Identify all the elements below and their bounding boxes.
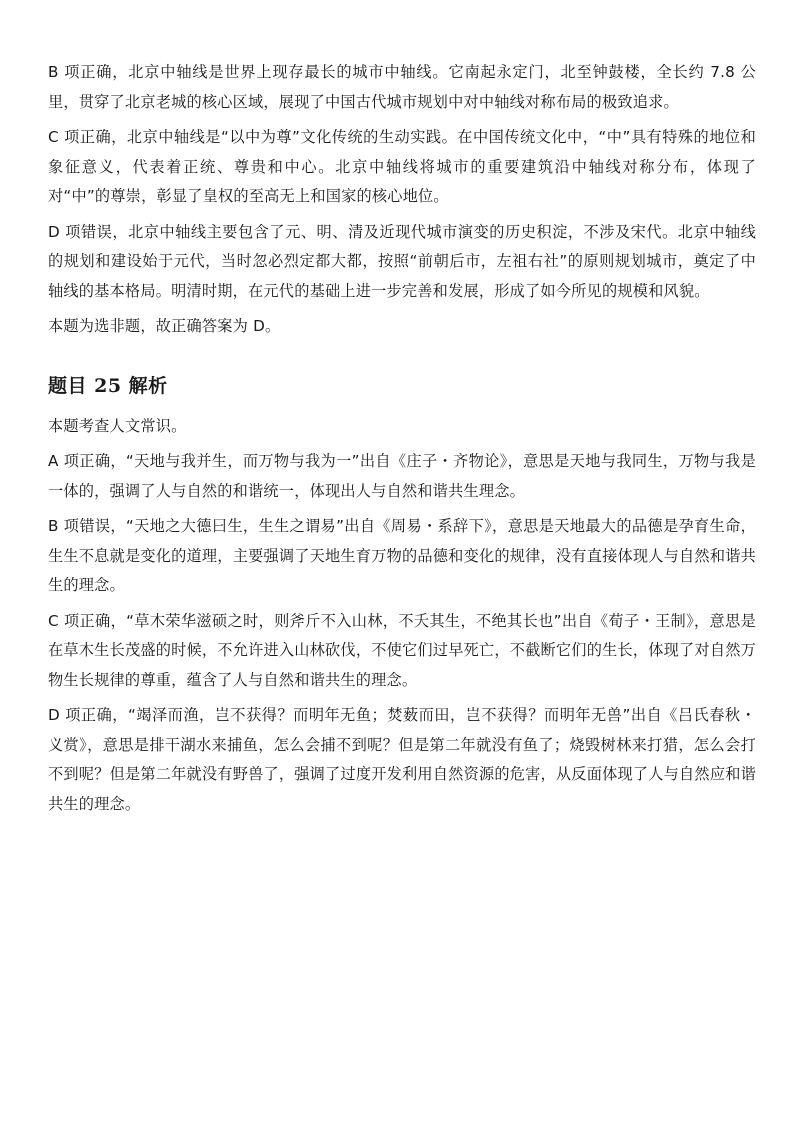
paragraph-option-d-axis: D 项错误，北京中轴线主要包含了元、明、清及近现代城市演变的历史积淀，不涉及宋代。北京中轴线的规划和建设始于元代，当时忽必烈定都大都，按照“前朝后市，左祖右社”的原则规划城市，奠定了中轴线的基本格局。明清时期，在元代的基础上进一步完善和发展，形成了如今所见的规模和风貌。: [48, 222, 756, 300]
paragraph-option-b-axis: B 项正确，北京中轴线是世界上现存最长的城市中轴线。它南起永定门，北至钟鼓楼，全长约 7.8 公里，贯穿了北京老城的核心区域，展现了中国古代城市规划中对中轴线对称布局的极致追求。: [48, 63, 756, 111]
paragraph-q25-option-a: A 项正确，“天地与我并生，而万物与我为一”出自《庄子・齐物论》，意思是天地与我同生，万物与我是一体的，强调了人与自然的和谐统一，体现出人与自然和谐共生理念。: [48, 452, 756, 500]
document-page: [48, 58, 756, 819]
paragraph-q25-option-d: D 项正确，“竭泽而渔，岂不获得？而明年无鱼；焚薮而田，岂不获得？而明年无兽”出自《吕氏春秋・义赏》，意思是排干湖水来捕鱼，怎么会捕不到呢？但是第二年就没有鱼了；烧毁树林来打猎，怎么会打不到呢？但是第二年就没有野兽了，强调了过度开发利用自然资源的危害，从反面体现了人与自然应和谐共生的理念。: [48, 706, 756, 813]
paragraph-option-c-axis: C 项正确，北京中轴线是“以中为尊”文化传统的生动实践。在中国传统文化中，“中”具有特殊的地位和象征意义，代表着正统、尊贵和中心。北京中轴线将城市的重要建筑沿中轴线对称分布，体现了对“中”的尊崇，彰显了皇权的至高无上和国家的核心地位。: [48, 128, 756, 205]
paragraph-q25-intro: 本题考查人文常识。: [48, 416, 187, 435]
section-heading-q25: 题目 25 解析: [48, 374, 168, 397]
paragraph-q25-option-c: C 项正确，“草木荣华滋硕之时，则斧斤不入山林，不夭其生，不绝其长也”出自《荀子・王制》，意思是在草木生长茂盛的时候，不允许进入山林砍伐，不使它们过早死亡，不截断它们的生长，体现了对自然万物生长规律的尊重，蕴含了人与自然和谐共生的理念。: [48, 611, 756, 689]
paragraph-answer-conclusion: 本题为选非题，故正确答案为 D。: [48, 317, 281, 335]
paragraph-q25-option-b: B 项错误，“天地之大德曰生，生生之谓易”出自《周易・系辞下》，意思是天地最大的品德是孕育生命，生生不息就是变化的道理，主要强调了天地生育万物的品德和变化的规律，没有直接体现人与自然和谐共生的理念。: [48, 517, 756, 594]
